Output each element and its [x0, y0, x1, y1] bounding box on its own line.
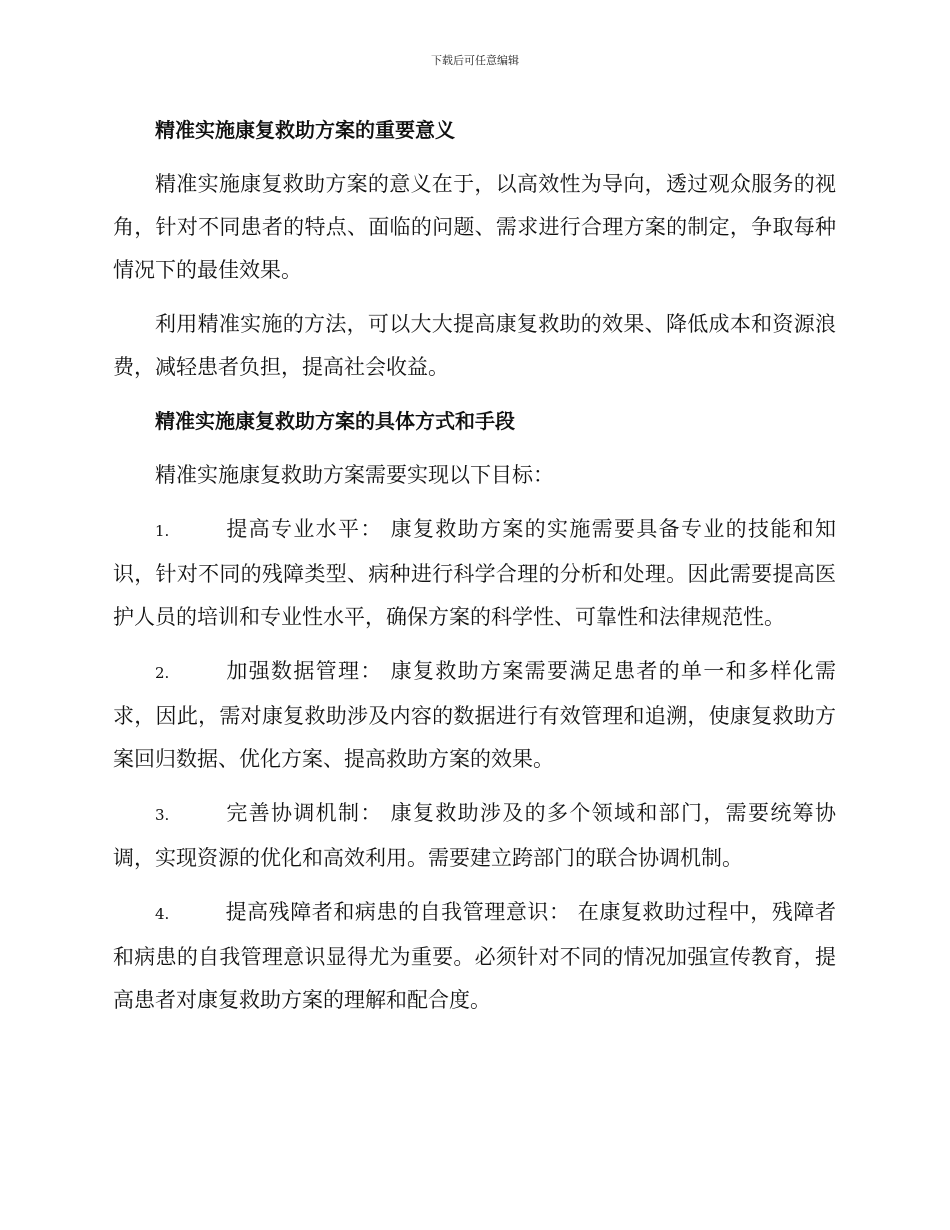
list-item-number: 4. [155, 905, 170, 923]
list-item-text: 完善协调机制： 康复救助涉及的多个领域和部门，需要统筹协调，实现资源的优化和高效利用。需要建立跨部门的联合协调机制。 [113, 801, 836, 870]
list-item-text: 加强数据管理： 康复救助方案需要满足患者的单一和多样化需求，因此，需对康复救助涉及内容的数据进行有效管理和追溯，使康复救助方案回归数据、优化方案、提高救助方案的效果。 [113, 659, 836, 771]
paragraph-methods-intro: 精准实施康复救助方案需要实现以下目标： [155, 463, 554, 487]
list-item-number: 3. [155, 806, 170, 824]
section-heading-significance: 精准实施康复救助方案的重要意义 [155, 118, 455, 142]
list-item [113, 792, 836, 880]
list-item [113, 650, 836, 781]
list-item-number: 2. [155, 664, 170, 682]
list-item-text: 提高残障者和病患的自我管理意识： 在康复救助过程中，残障者和病患的自我管理意识显得尤为重要。必须针对不同的情况加强宣传教育，提高患者对康复救助方案的理解和配合度。 [113, 900, 836, 1012]
paragraph-significance-1: 精准实施康复救助方案的意义在于，以高效性为导向，透过观众服务的视角，针对不同患者的特点、面临的问题、需求进行合理方案的制定，争取每种情况下的最佳效果。 [113, 172, 836, 282]
page-header: 下载后可任意编辑 [431, 54, 519, 67]
section-heading-methods: 精准实施康复救助方案的具体方式和手段 [155, 409, 515, 433]
document-body [113, 109, 836, 1033]
list-item-text: 提高专业水平： 康复救助方案的实施需要具备专业的技能和知识，针对不同的残障类型、病种进行科学合理的分析和处理。因此需要提高医护人员的培训和专业性水平，确保方案的科学性、可靠性和法律规范性。 [113, 517, 836, 629]
list-item-number: 1. [155, 522, 170, 540]
paragraph-significance-2: 利用精准实施的方法，可以大大提高康复救助的效果、降低成本和资源浪费，减轻患者负担，提高社会收益。 [113, 312, 836, 379]
list-item [113, 891, 836, 1022]
list-item [113, 508, 836, 639]
